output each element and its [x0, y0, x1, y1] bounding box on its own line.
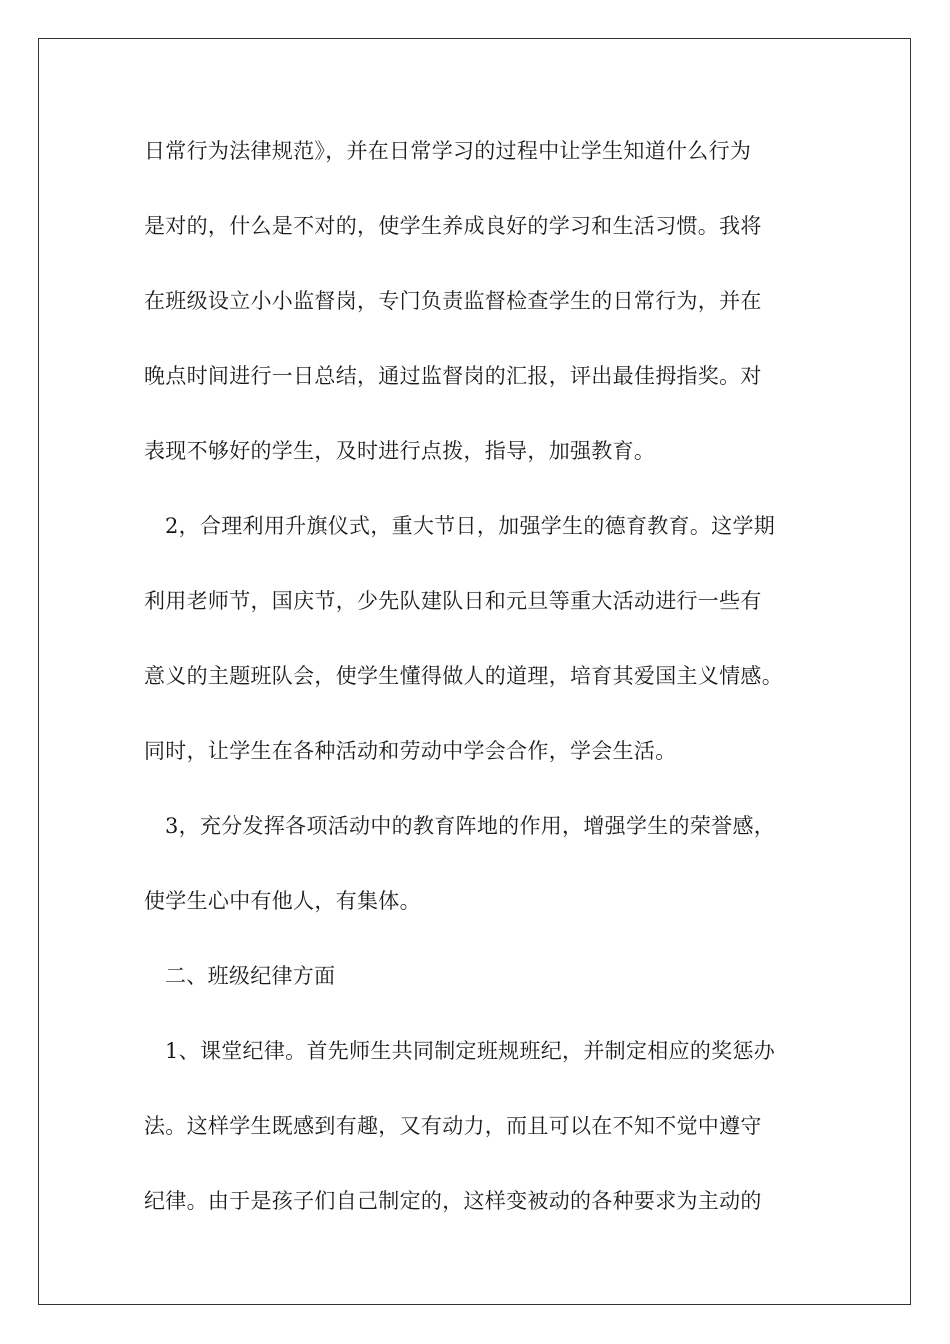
text-line: 法。这样学生既感到有趣，又有动力，而且可以在不知不觉中遵守	[144, 1114, 762, 1138]
paragraph-start-line: 3，充分发挥各项活动中的教育阵地的作用，增强学生的荣誉感，	[165, 814, 776, 838]
text-line: 是对的，什么是不对的，使学生养成良好的学习和生活习惯。我将	[144, 214, 762, 238]
section-heading: 二、班级纪律方面	[165, 964, 336, 988]
text-line: 利用老师节，国庆节，少先队建队日和元旦等重大活动进行一些有	[144, 589, 762, 613]
paragraph-start-line: 2，合理利用升旗仪式，重大节日，加强学生的德育教育。这学期	[165, 514, 776, 538]
paragraph-start-line: 1、课堂纪律。首先师生共同制定班规班纪，并制定相应的奖惩办	[165, 1039, 776, 1063]
text-line: 表现不够好的学生，及时进行点拨，指导，加强教育。	[144, 439, 656, 463]
text-line: 意义的主题班队会，使学生懂得做人的道理，培育其爱国主义情感。	[144, 664, 783, 688]
text-line: 晚点时间进行一日总结，通过监督岗的汇报，评出最佳拇指奖。对	[144, 364, 762, 388]
text-line: 日常行为法律规范》，并在日常学习的过程中让学生知道什么行为	[144, 139, 752, 163]
text-line: 使学生心中有他人，有集体。	[144, 889, 421, 913]
text-line: 纪律。由于是孩子们自己制定的，这样变被动的各种要求为主动的	[144, 1189, 762, 1213]
text-line: 在班级设立小小监督岗，专门负责监督检查学生的日常行为，并在	[144, 289, 762, 313]
text-line: 同时，让学生在各种活动和劳动中学会合作，学会生活。	[144, 739, 677, 763]
